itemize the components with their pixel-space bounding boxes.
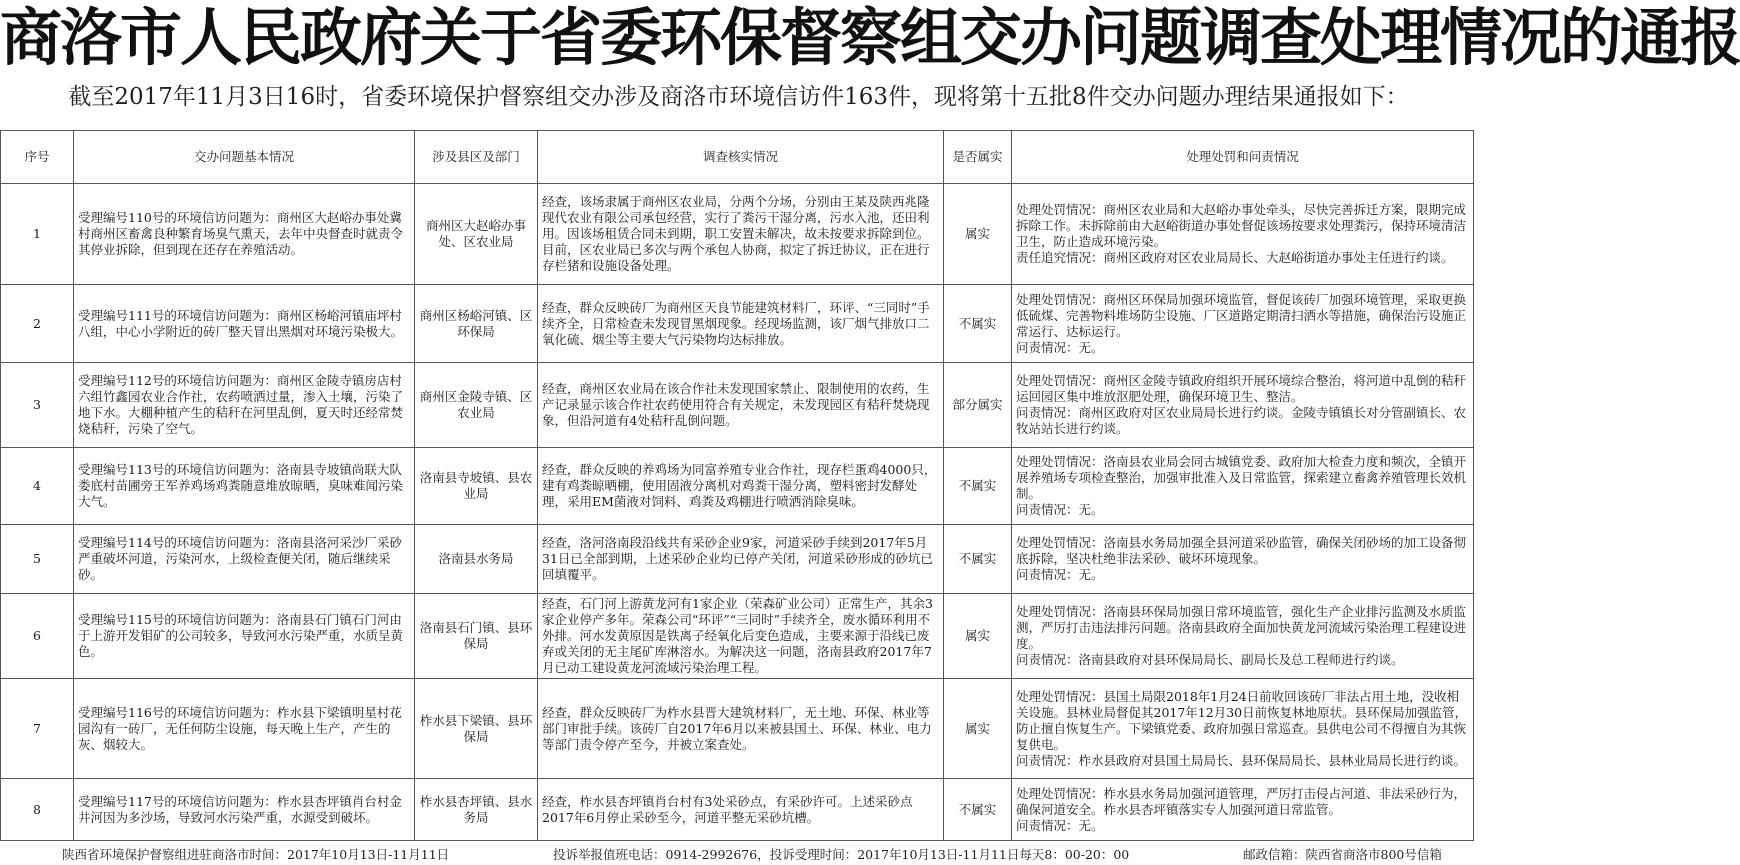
- row-desc: 受理编号113号的环境信访问题为：洛南县寺坡镇尚联大队娄底村苗圃旁王军养鸡场鸡粪随意堆放晾晒，臭味难闻污染大气。: [74, 448, 415, 525]
- row-penalty: 处理处罚情况：洛南县环保局加强日常环境监管，强化生产企业排污监测及水质监测，严厉打击违法排污问题。洛南县政府全面加快黄龙河流域污染治理工程建设进度。: [1016, 604, 1467, 651]
- row-no: 7: [1, 679, 74, 779]
- table-row: [1, 363, 1474, 448]
- row-penalty: 处理处罚情况：商州区环保局加强环境监管，督促该砖厂加强环境管理，采取更换低硫煤、完善物料堆场防尘设施、厂区道路定期清扫洒水等措施，确保治污设施正常运行、达标运行。: [1016, 291, 1467, 339]
- row-result: [1012, 525, 1474, 594]
- table-row: [1, 448, 1474, 525]
- row-verified: 属实: [944, 594, 1012, 679]
- row-accountability: 问责情况：无。: [1016, 567, 1104, 582]
- header-result: 处理处罚和问责情况: [1012, 131, 1474, 184]
- row-penalty: 处理处罚情况：洛南县农业局会同古城镇党委、政府加大检查力度和频次，全镇开展养殖场专项检查整治，加强审批准入及日常监管，探索建立畜禽养殖管理长效机制。: [1016, 454, 1467, 501]
- footer: [0, 845, 1477, 865]
- row-result: [1012, 594, 1474, 679]
- row-no: 1: [1, 184, 74, 285]
- row-desc: 受理编号116号的环境信访问题为：柞水县下梁镇明星村花园沟有一砖厂，无任何防尘设施，每天晚上生产，产生的灰、烟较大。: [74, 679, 415, 779]
- row-investigation: 经查，群众反映砖厂为柞水县晋大建筑材料厂，无土地、环保、林业等部门审批手续。该砖厂自2017年6月以来被县国土、环保、林业、电力等部门责令停产至今，并被立案查处。: [538, 679, 944, 779]
- row-penalty: 处理处罚情况：洛南县水务局加强全县河道采砂监管，确保关闭砂场的加工设备彻底拆除，坚决杜绝非法采砂、破坏环境现象。: [1016, 535, 1467, 566]
- row-dept: 柞水县杏坪镇、县水务局: [415, 779, 538, 841]
- row-accountability: 问责情况：无。: [1016, 817, 1104, 833]
- table-row: [1, 679, 1474, 779]
- footer-period: 陕西省环境保护督察组进驻商洛市时间：2017年10月13日-11月11日: [62, 847, 450, 862]
- row-investigation: 经查，商州区农业局在该合作社未发现国家禁止、限制使用的农药，生产记录显示该合作社农药使用符合有关规定，未发现园区有秸秆焚烧现象，但沿河道有4处秸秆乱倒问题。: [538, 363, 944, 448]
- row-accountability: 问责情况：商州区政府对区农业局局长进行约谈。金陵寺镇镇长对分管副镇长、农牧站站长进行约谈。: [1016, 405, 1467, 436]
- row-penalty: 处理处罚情况：县国土局限2018年1月24日前收回该砖厂非法占用土地，没收相关设施。县林业局督促其2017年12月30日前恢复林地原状。县环保局加强监管，防止擅自恢复生产。下梁镇党委、政府加强日常巡查。县供电公司不得擅自为其恢复供电。: [1016, 688, 1468, 752]
- row-investigation: 经查，群众反映的养鸡场为同富养殖专业合作社，现存栏蛋鸡4000只，建有鸡粪晾晒棚，使用固液分离机对鸡粪干湿分离，塑料密封发酵处理，采用EM菌液对饲料、鸡粪及鸡棚进行喷洒消除臭味。: [538, 448, 944, 525]
- row-dept: 柞水县下梁镇、县环保局: [415, 679, 538, 779]
- report-table: [0, 130, 1474, 841]
- header-no: 序号: [1, 131, 74, 184]
- row-investigation: 经查，石门河上游黄龙河有1家企业（荣森矿业公司）正常生产，其余3家企业停产多年。荣森公司“环评”“三同时”手续齐全，废水循环利用不外排。河水发黄原因是铁离子经氧化后变色造成，主要来源于沿线已废弃或关闭的无主尾矿库淋溶水。为解决这一问题，洛南县政府2017年7月已动工建设黄龙河流域污染治理工程。: [538, 594, 944, 679]
- row-verified: 属实: [944, 184, 1012, 285]
- row-no: 4: [1, 448, 74, 525]
- table-row: [1, 184, 1474, 285]
- row-result: [1012, 285, 1474, 363]
- header-verified: 是否属实: [944, 131, 1012, 184]
- row-no: 3: [1, 363, 74, 448]
- row-verified: 部分属实: [944, 363, 1012, 448]
- row-dept: 商州区杨峪河镇、区环保局: [415, 285, 538, 363]
- row-accountability: 问责情况：柞水县政府对县国土局局长、县环保局局长、县林业局局长进行约谈。: [1016, 752, 1467, 768]
- row-no: 2: [1, 285, 74, 363]
- row-investigation: 经查，柞水县杏坪镇肖台村有3处采砂点，有采砂许可。上述采砂点2017年6月停止采砂至今，河道平整无采砂坑槽。: [538, 779, 944, 841]
- row-result: [1012, 363, 1474, 448]
- footer-mailbox: 邮政信箱：陕西省商洛市800号信箱: [1243, 847, 1442, 862]
- row-penalty: 处理处罚情况：商州区金陵寺镇政府组织开展环境综合整治，将河道中乱倒的秸秆运回园区集中堆放沤肥处理，确保环境卫生、整洁。: [1016, 373, 1467, 404]
- header-desc: 交办问题基本情况: [74, 131, 415, 184]
- row-no: 8: [1, 779, 74, 841]
- table-row: [1, 525, 1474, 594]
- row-result: [1012, 448, 1474, 525]
- row-dept: 洛南县水务局: [415, 525, 538, 594]
- row-dept: 商州区大赵峪办事处、区农业局: [415, 184, 538, 285]
- header-dept: 涉及县区及部门: [415, 131, 538, 184]
- row-verified: 不属实: [944, 285, 1012, 363]
- row-no: 5: [1, 525, 74, 594]
- table-row: [1, 285, 1474, 363]
- row-accountability: 责任追究情况：商州区政府对区农业局局长、大赵峪街道办事处主任进行约谈。: [1016, 250, 1454, 265]
- row-penalty: 处理处罚情况：柞水县水务局加强河道管理，严厉打击侵占河道、非法采砂行为，确保河道安全。柞水县杏坪镇落实专人加强河道日常监管。: [1016, 785, 1467, 817]
- row-verified: 不属实: [944, 525, 1012, 594]
- row-accountability: 问责情况：无。: [1016, 502, 1104, 517]
- row-penalty: 处理处罚情况：商州区农业局和大赵峪办事处牵头，尽快完善拆迁方案，限期完成拆除工作。未拆除前由大赵峪街道办事处督促该场按要求处理粪污，保持环境清洁卫生，防止造成环境污染。: [1016, 202, 1467, 249]
- row-desc: 受理编号111号的环境信访问题为：商州区杨峪河镇庙坪村八组，中心小学附近的砖厂整天冒出黑烟对环境污染极大。: [74, 285, 415, 363]
- row-desc: 受理编号112号的环境信访问题为：商州区金陵寺镇房店村六组竹鑫园农业合作社，农药喷洒过量，渗入土壤，污染了地下水。大棚种植产生的秸秆在河里乱倒，夏天时还经常焚烧秸秆，污染了空气。: [74, 363, 415, 448]
- row-no: 6: [1, 594, 74, 679]
- page-title: 商洛市人民政府关于省委环保督察组交办问题调查处理情况的通报: [0, 1, 1740, 74]
- row-accountability: 问责情况：洛南县政府对县环保局局长、副局长及总工程师进行约谈。: [1016, 652, 1404, 667]
- row-desc: 受理编号117号的环境信访问题为：柞水县杏坪镇肖台村金井河因为多沙场，导致河水污染严重，水源受到破坏。: [74, 779, 415, 841]
- header-investigation: 调查核实情况: [538, 131, 944, 184]
- row-investigation: 经查，洛河洛南段沿线共有采砂企业9家，河道采砂手续到2017年5月31日已全部到期，上述采砂企业均已停产关闭，河道采砂形成的砂坑已回填覆平。: [538, 525, 944, 594]
- row-verified: 属实: [944, 679, 1012, 779]
- page-subtitle: 截至2017年11月3日16时，省委环境保护督察组交办涉及商洛市环境信访件163件，现将第十五批8件交办问题办理结果通报如下：: [68, 84, 1409, 110]
- row-desc: 受理编号110号的环境信访问题为：商州区大赵峪办事处冀村商州区畜禽良种繁育场臭气熏天，去年中央督查时就责令其停业拆除，但到现在还存在养殖活动。: [74, 184, 415, 285]
- row-desc: 受理编号114号的环境信访问题为：洛南县洛河采沙厂采砂严重破坏河道，污染河水，上级检查便关闭，随后继续采砂。: [74, 525, 415, 594]
- row-verified: 不属实: [944, 779, 1012, 841]
- row-investigation: 经查，该场隶属于商州区农业局，分两个分场，分别由王某及陕西兆隆现代农业有限公司承包经营，实行了粪污干湿分离，污水入池，还田利用。因该场租赁合同未到期，职工安置未解决，故未按要求拆除到位。目前，区农业局已多次与两个承包人协商，拟定了拆迁协议，正在进行存栏猪和设施设备处理。: [538, 184, 944, 285]
- row-investigation: 经查，群众反映砖厂为商州区天良节能建筑材料厂，环评、“三同时”手续齐全，日常检查未发现冒黑烟现象。经现场监测，该厂烟气排放口二氧化硫、烟尘等主要大气污染物均达标排放。: [538, 285, 944, 363]
- row-desc: 受理编号115号的环境信访问题为：洛南县石门镇石门河由于上游开发钼矿的公司较多，导致河水污染严重，水质呈黄色。: [74, 594, 415, 679]
- row-result: [1012, 679, 1474, 779]
- table-row: [1, 594, 1474, 679]
- table-row: [1, 779, 1474, 841]
- row-verified: 不属实: [944, 448, 1012, 525]
- row-accountability: 问责情况：无。: [1016, 339, 1104, 355]
- row-result: [1012, 779, 1474, 841]
- table-header-row: [1, 131, 1474, 184]
- footer-phone: 投诉举报值班电话：0914-2992676，投诉受理时间：2017年10月13日-11月11日每天8：00-20：00: [553, 847, 1130, 862]
- row-dept: 洛南县石门镇、县环保局: [415, 594, 538, 679]
- row-dept: 商州区金陵寺镇、区农业局: [415, 363, 538, 448]
- row-dept: 洛南县寺坡镇、县农业局: [415, 448, 538, 525]
- row-result: [1012, 184, 1474, 285]
